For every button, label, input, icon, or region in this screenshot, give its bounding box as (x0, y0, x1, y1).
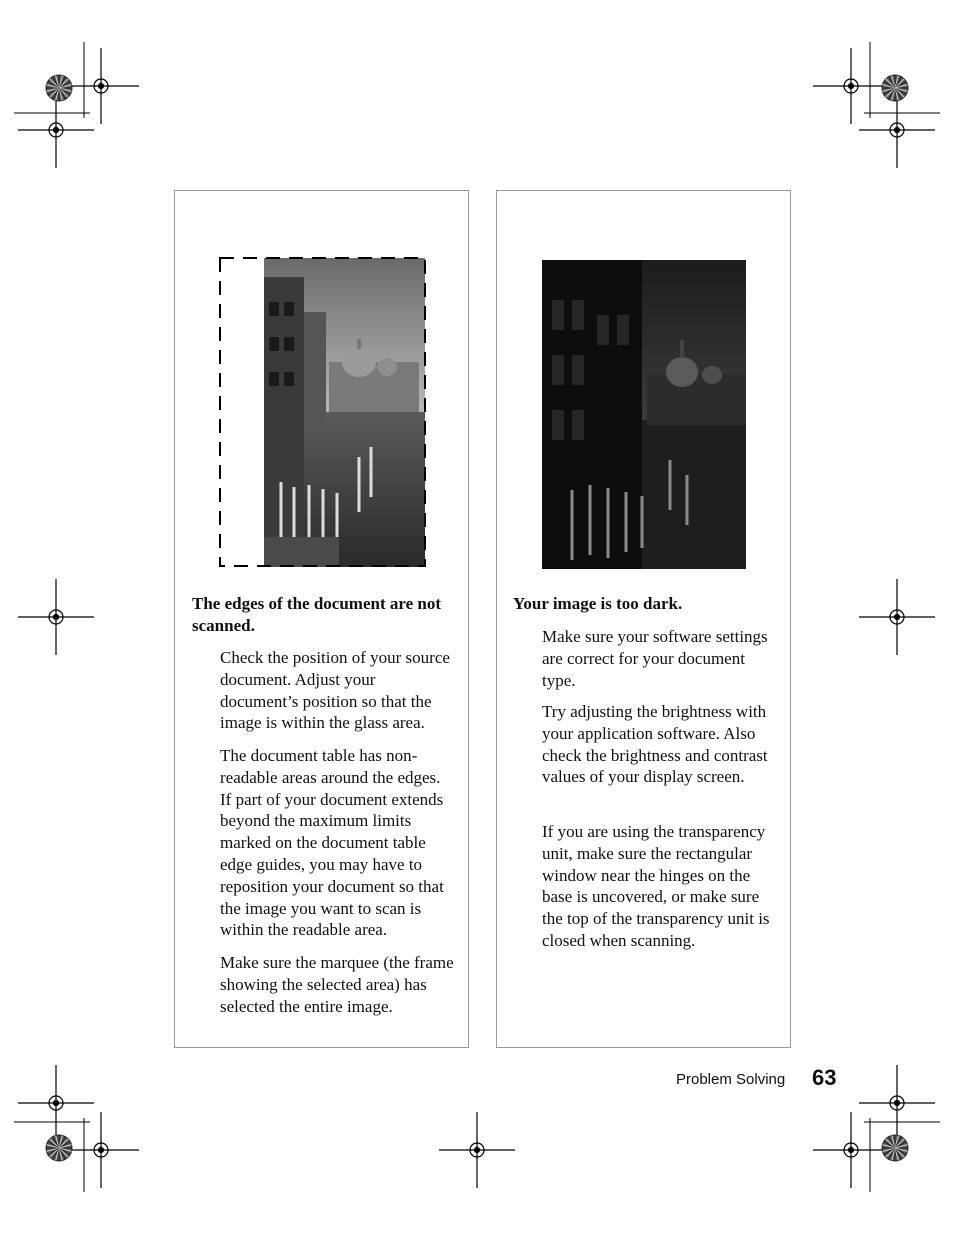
color-rosette-mark (882, 75, 908, 101)
color-rosette-mark (46, 75, 72, 101)
crosshair-mark (859, 579, 935, 655)
left-panel-heading: The edges of the document are not scanned. (192, 594, 441, 635)
crosshair-mark (63, 48, 139, 124)
color-rosette-mark (882, 1135, 908, 1161)
crosshair-mark (18, 1065, 94, 1141)
crosshair-mark (18, 92, 94, 168)
left-paragraph-1: Check the position of your source document. Adjust your document’s position so that the image is within the glass area. (220, 648, 450, 733)
cropped-scan-photo (219, 257, 427, 569)
crosshair-mark (813, 1112, 889, 1188)
right-paragraph-3: If you are using the transparency unit, make sure the rectangular window near the hinges on the base is uncovered, or make sure the top of the transparency unit is closed when scanning. (542, 822, 770, 950)
left-paragraph-2: The document table has non-readable areas around the edges. If part of your document extends beyond the maximum limits marked on the document table edge guides, you may have to reposition your document so that the image you want to scan is within the readable area. (220, 746, 444, 940)
right-troubleshooting-panel (496, 190, 791, 1048)
crosshair-mark (439, 1112, 515, 1188)
crosshair-mark (18, 579, 94, 655)
page-number: 63 (812, 1065, 837, 1090)
left-troubleshooting-panel (174, 190, 469, 1048)
crosshair-mark (813, 48, 889, 124)
right-panel-heading: Your image is too dark. (513, 594, 683, 613)
color-rosette-mark (46, 1135, 72, 1161)
dark-scan-photo (542, 260, 746, 569)
crosshair-mark (859, 1065, 935, 1141)
left-paragraph-3: Make sure the marquee (the frame showing the selected area) has selected the entire image. (220, 953, 454, 1016)
crosshair-mark (63, 1112, 139, 1188)
footer-section-label: Problem Solving (676, 1071, 786, 1088)
right-paragraph-1: Make sure your software settings are correct for your document type. (542, 627, 768, 690)
crosshair-mark (859, 92, 935, 168)
right-paragraph-2: Try adjusting the brightness with your application software. Also check the brightness and contrast values of your display screen. (542, 702, 768, 787)
